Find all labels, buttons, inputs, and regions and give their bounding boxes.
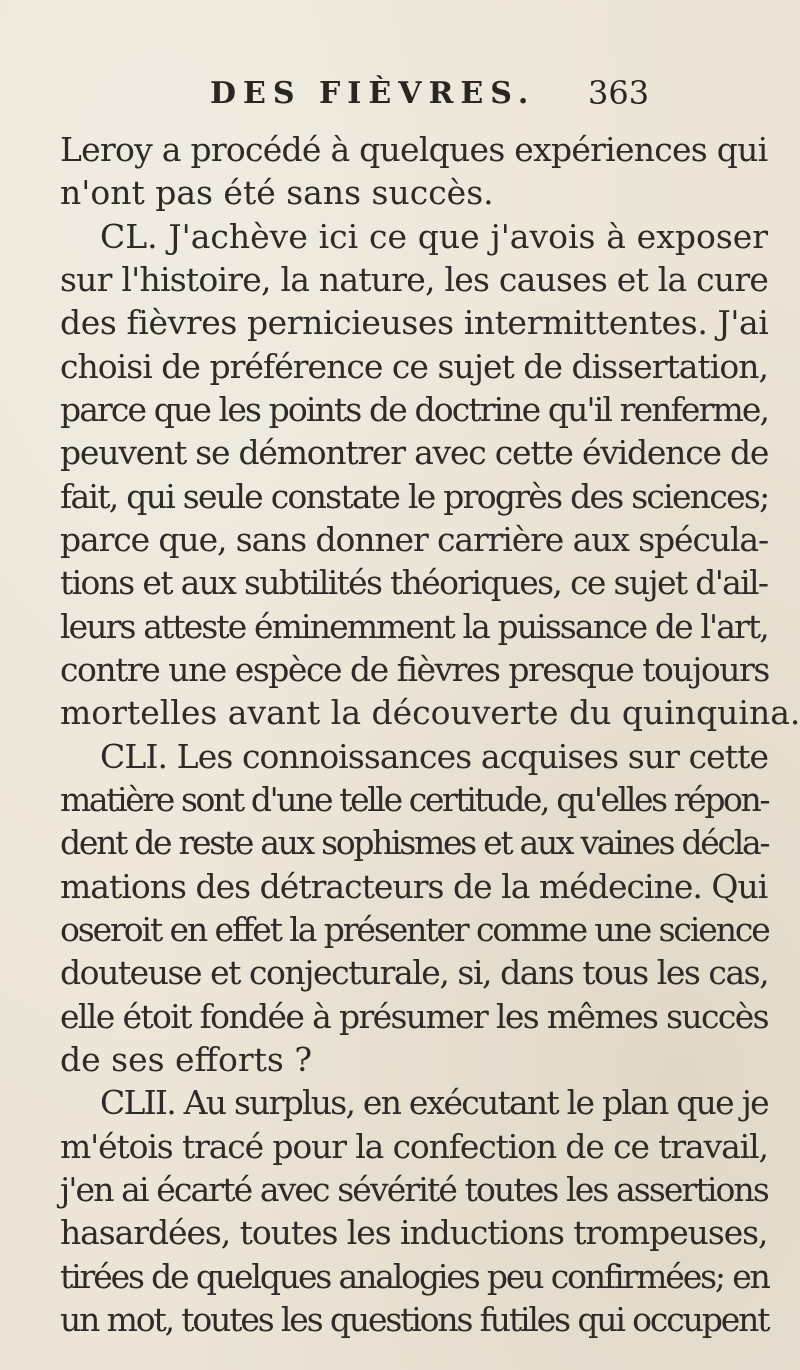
text-line: n'ont pas été sans succès.	[60, 173, 494, 213]
text-line: m'étois tracé pour la confection de ce travail,	[60, 1126, 768, 1166]
text-line: parce que, sans donner carrière aux spécula-	[60, 520, 769, 559]
text-line: de ses efforts ?	[60, 1040, 313, 1079]
text-line: un mot, toutes les questions futiles qui occupent	[60, 1300, 769, 1339]
running-head: DES FIÈVRES.	[210, 76, 536, 111]
text-line: parce que les points de doctrine qu'il renferme,	[60, 390, 769, 429]
text-line: choisi de préférence ce sujet de dissertation,	[60, 346, 768, 386]
text-line: douteuse et conjecturale, si, dans tous les cas,	[60, 953, 769, 993]
text-line: Leroy a procédé à quelques expériences qui	[60, 130, 768, 169]
text-line: mortelles avant la découverte du quinquina.	[60, 693, 800, 733]
text-line: tions et aux subtilités théoriques, ce sujet d'ail-	[60, 563, 768, 603]
text-line: CLII. Au surplus, en exécutant le plan que je	[100, 1083, 768, 1123]
text-line: peuvent se démontrer avec cette évidence de	[60, 433, 769, 473]
text-line: matière sont d'une telle certitude, qu'elles répon-	[60, 780, 769, 819]
text-line: dent de reste aux sophismes et aux vaines décla-	[60, 823, 769, 863]
text-line: j'en ai écarté avec sévérité toutes les assertions	[60, 1170, 768, 1209]
text-line: mations des détracteurs de la médecine. Qui	[60, 866, 768, 906]
text-line: contre une espèce de fièvres presque toujours	[60, 650, 769, 689]
text-line: fait, qui seule constate le progrès des sciences;	[60, 476, 769, 516]
text-line: oseroit en effet la présenter comme une science	[60, 910, 769, 949]
text-line: tirées de quelques analogies peu confirmées; en	[60, 1256, 769, 1296]
text-line: elle étoit fondée à présumer les mêmes succès	[60, 996, 768, 1036]
text-line: des fièvres pernicieuses intermittentes. J'ai	[60, 303, 769, 343]
text-line: CLI. Les connoissances acquises sur cette	[100, 736, 769, 776]
text-line: sur l'histoire, la nature, les causes et la cure	[60, 260, 769, 299]
page-number: 363	[588, 74, 650, 112]
text-line: CL. J'achève ici ce que j'avois à exposer	[100, 216, 769, 256]
text-line: hasardées, toutes les inductions trompeuses,	[60, 1213, 768, 1253]
text-line: leurs atteste éminemment la puissance de l'art,	[60, 606, 768, 646]
